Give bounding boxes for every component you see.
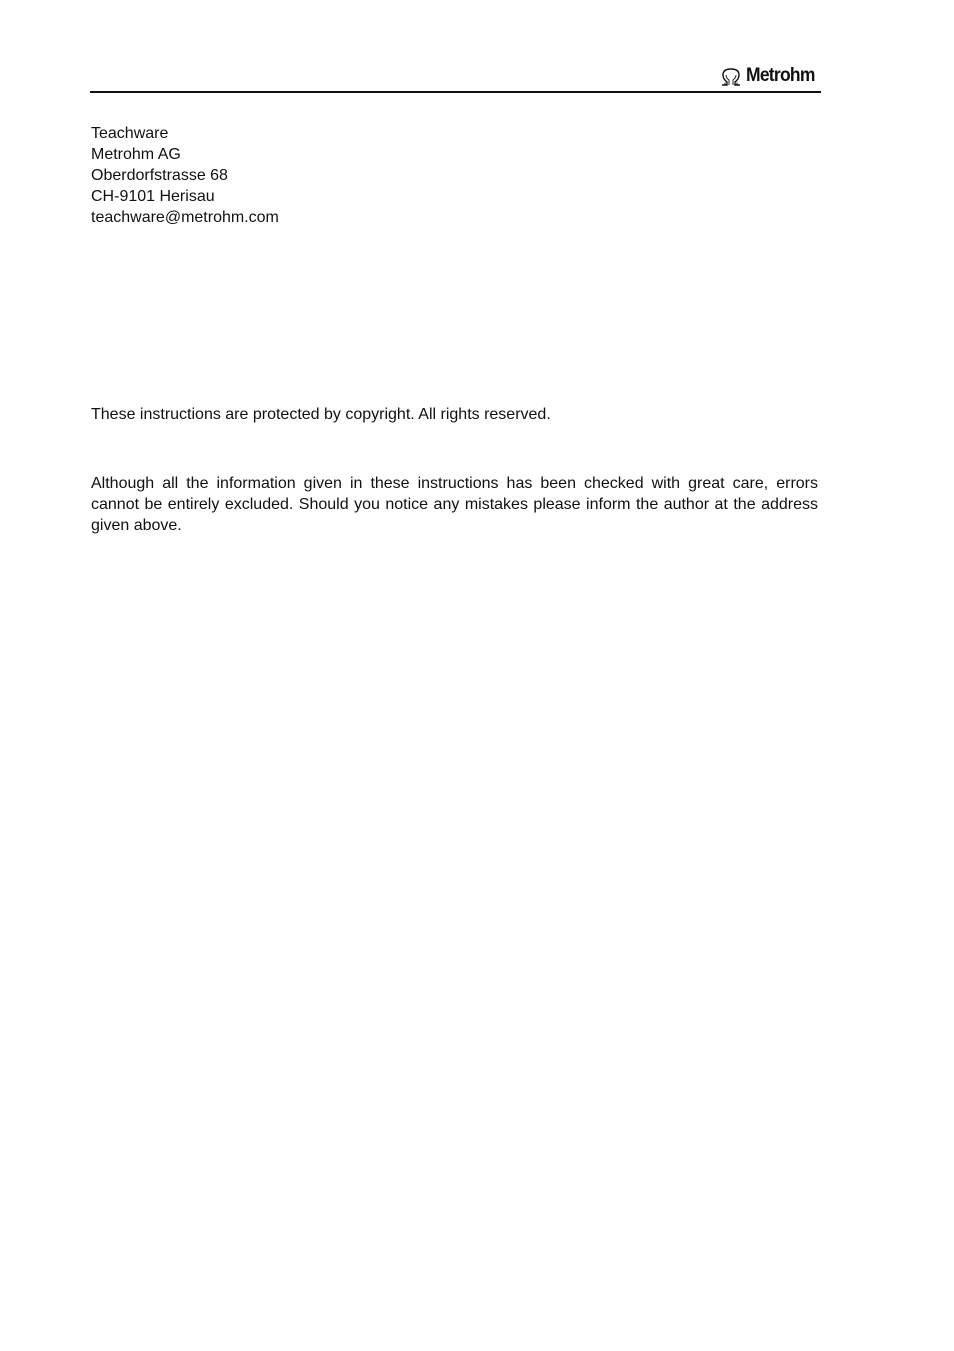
metrohm-logo (719, 64, 821, 88)
disclaimer-paragraph: Although all the information given in these instructions has been checked with great care, errors cannot be entirely excluded. Should you notice any mistakes please inform the author at the address given above. (91, 475, 818, 534)
omega-icon (719, 65, 743, 87)
header-divider (90, 91, 821, 93)
address-line: Teachware (91, 125, 169, 142)
email-address: teachware@metrohm.com (91, 209, 279, 226)
copyright-notice: These instructions are protected by copyright. All rights reserved. (91, 406, 551, 423)
address-line: Oberdorfstrasse 68 (91, 167, 228, 184)
address-block (91, 123, 279, 228)
brand-name: Metrohm (746, 65, 815, 86)
address-line: Metrohm AG (91, 146, 181, 163)
address-line: CH-9101 Herisau (91, 188, 215, 205)
